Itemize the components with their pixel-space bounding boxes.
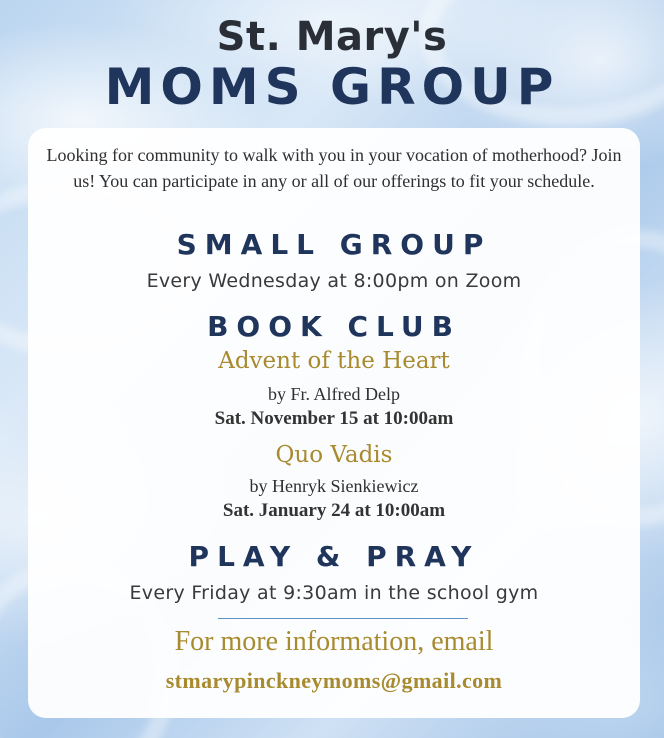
play-pray-title: PLAY & PRAY bbox=[188, 540, 480, 573]
header-subtitle: St. Mary's bbox=[216, 14, 448, 60]
intro-text: Looking for community to walk with you in your vocation of motherhood? Join us! You can participate in any or all of our offerings to fit your schedule. bbox=[46, 145, 622, 191]
small-group-title: SMALL GROUP bbox=[176, 228, 492, 261]
play-pray-detail: Every Friday at 9:30am in the school gym bbox=[129, 582, 539, 604]
book-club-title: BOOK CLUB bbox=[207, 310, 461, 343]
info-card bbox=[28, 128, 640, 718]
book-title: Advent of the Heart bbox=[218, 348, 450, 374]
contact-email: stmarypinckneymoms@gmail.com bbox=[165, 668, 503, 693]
book-title: Quo Vadis bbox=[275, 442, 393, 468]
divider bbox=[218, 618, 468, 619]
book-date: Sat. November 15 at 10:00am bbox=[214, 408, 454, 429]
book-author: by Fr. Alfred Delp bbox=[268, 384, 400, 404]
book-author: by Henryk Sienkiewicz bbox=[249, 476, 419, 496]
book-date: Sat. January 24 at 10:00am bbox=[222, 500, 446, 521]
more-info-text: For more information, email bbox=[174, 626, 494, 657]
header-title: MOMS GROUP bbox=[104, 58, 560, 116]
small-group-detail: Every Wednesday at 8:00pm on Zoom bbox=[146, 270, 522, 292]
